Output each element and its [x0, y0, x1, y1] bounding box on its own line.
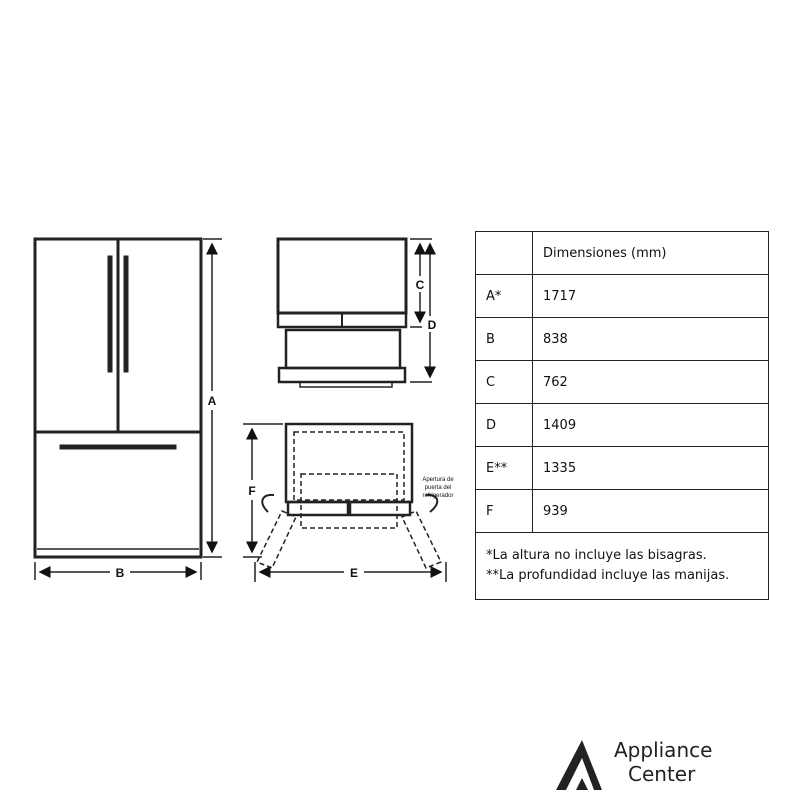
table-row — [476, 275, 769, 318]
dimension-c-d — [410, 239, 437, 382]
label-b: B — [115, 566, 125, 580]
row-key: B — [476, 318, 533, 361]
table-header-row — [476, 232, 769, 275]
row-key: C — [476, 361, 533, 404]
label-f: F — [248, 484, 256, 498]
label-a: A — [207, 394, 217, 408]
table-row — [476, 447, 769, 490]
row-key: D — [476, 404, 533, 447]
brand-line-2: Center — [628, 762, 696, 786]
row-value: 939 — [533, 490, 769, 533]
label-d: D — [427, 318, 437, 332]
row-value: 1717 — [533, 275, 769, 318]
note-height: *La altura no incluye las bisagras. — [486, 548, 707, 563]
dimensions-table — [475, 231, 769, 600]
row-value: 762 — [533, 361, 769, 404]
side-view — [278, 239, 406, 387]
door-opening-note — [422, 477, 454, 499]
table-notes-row — [476, 533, 769, 600]
front-view — [35, 239, 201, 557]
top-view — [257, 424, 441, 568]
left-door-handle — [108, 256, 112, 372]
door-note-line-1: Apertura de — [422, 477, 454, 483]
row-value: 1335 — [533, 447, 769, 490]
table-notes — [476, 533, 769, 600]
door-note-line-3: refrigerador — [422, 493, 454, 499]
brand-name — [614, 738, 712, 786]
row-key: E** — [476, 447, 533, 490]
logo-mark-icon — [556, 740, 602, 790]
table-row — [476, 318, 769, 361]
note-depth: **La profundidad incluye las manijas. — [486, 568, 730, 583]
brand-line-1: Appliance — [614, 738, 713, 762]
right-door-handle — [124, 256, 128, 372]
label-e: E — [349, 566, 359, 580]
left-door-swing-arrow — [262, 495, 274, 512]
table-row — [476, 361, 769, 404]
dimension-f — [243, 424, 283, 557]
dimension-a — [203, 239, 222, 557]
table-header-key — [476, 232, 533, 275]
table-row — [476, 404, 769, 447]
row-key: A* — [476, 275, 533, 318]
dimension-e — [255, 562, 446, 582]
label-c: C — [415, 278, 425, 292]
drawer-handle — [60, 445, 176, 449]
table-row — [476, 490, 769, 533]
door-note-line-2: puerta del — [424, 485, 452, 491]
row-value: 838 — [533, 318, 769, 361]
dimension-b — [35, 562, 201, 580]
row-value: 1409 — [533, 404, 769, 447]
table-header: Dimensiones (mm) — [533, 232, 769, 275]
row-key: F — [476, 490, 533, 533]
